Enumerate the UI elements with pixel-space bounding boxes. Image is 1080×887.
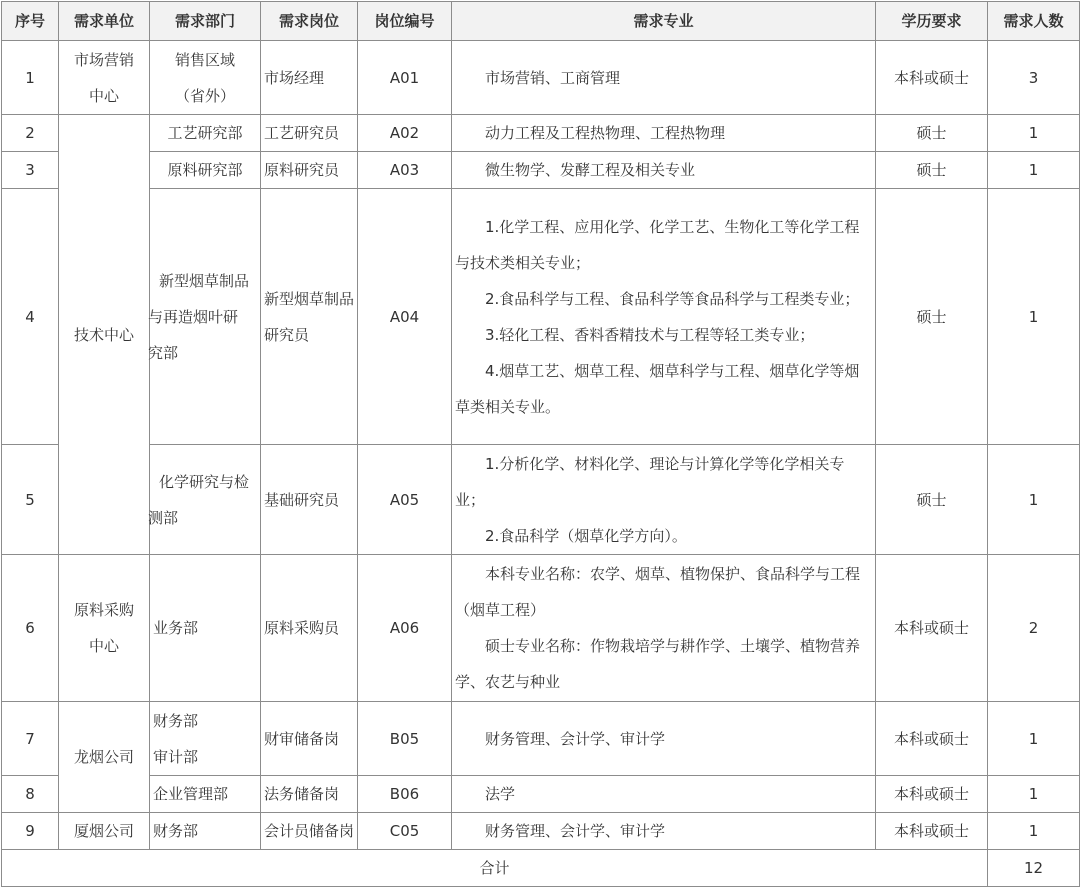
row-post: 原料采购员 — [261, 555, 358, 702]
row-edu: 硕士 — [876, 445, 988, 555]
row-major: 微生物学、发酵工程及相关专业 — [452, 152, 876, 189]
row-dept — [150, 445, 261, 555]
row-count: 1 — [988, 445, 1080, 555]
unit-line: 原料采购 — [73, 601, 134, 619]
row-code: B06 — [358, 776, 452, 813]
dept-line: 审计部 — [153, 747, 199, 766]
header-major: 需求专业 — [452, 2, 876, 41]
row-major — [452, 445, 876, 555]
major-line: 硕士专业名称：作物栽培学与耕作学、土壤学、植物营养学、农艺与种业 — [455, 637, 861, 691]
row-code: B05 — [358, 702, 452, 776]
row-edu: 本科或硕士 — [876, 813, 988, 850]
table-row — [2, 152, 1080, 189]
major-line: 本科专业名称：农学、烟草、植物保护、食品科学与工程（烟草工程） — [455, 565, 861, 619]
header-edu: 学历要求 — [876, 2, 988, 41]
header-code: 岗位编号 — [358, 2, 452, 41]
row-no: 1 — [2, 41, 59, 115]
row-count: 1 — [988, 189, 1080, 445]
table-row — [2, 813, 1080, 850]
row-dept — [150, 702, 261, 776]
dept-line: 新型烟草制品 — [159, 271, 250, 290]
table-row — [2, 555, 1080, 702]
row-post: 原料研究员 — [261, 152, 358, 189]
row-count: 1 — [988, 152, 1080, 189]
row-code: A04 — [358, 189, 452, 445]
row-no: 9 — [2, 813, 59, 850]
row-dept: 业务部 — [150, 555, 261, 702]
row-no: 2 — [2, 115, 59, 152]
row-code: A05 — [358, 445, 452, 555]
row-unit: 龙烟公司 — [59, 702, 150, 813]
table-row — [2, 445, 1080, 555]
row-no: 5 — [2, 445, 59, 555]
row-post — [261, 189, 358, 445]
row-unit — [59, 41, 150, 115]
major-line: 2.食品科学（烟草化学方向）。 — [485, 526, 687, 545]
row-code: A02 — [358, 115, 452, 152]
dept-line: 销售区域 — [174, 50, 235, 69]
row-count: 3 — [988, 41, 1080, 115]
row-post: 财审储备岗 — [261, 702, 358, 776]
row-code: A03 — [358, 152, 452, 189]
table-row — [2, 115, 1080, 152]
row-major: 法学 — [452, 776, 876, 813]
row-post: 工艺研究员 — [261, 115, 358, 152]
unit-line: 中心 — [88, 86, 119, 105]
major-line: 1.分析化学、材料化学、理论与计算化学等化学相关专业； — [455, 454, 845, 509]
table-row — [2, 41, 1080, 115]
row-no: 8 — [2, 776, 59, 813]
row-edu: 硕士 — [876, 115, 988, 152]
post-text: 新型烟草制品研究员 — [264, 289, 355, 344]
row-major: 市场营销、工商管理 — [452, 41, 876, 115]
table-header-row — [2, 2, 1080, 41]
major-line: 1.化学工程、应用化学、化学工艺、生物化工等化学工程与技术类相关专业； — [455, 217, 860, 272]
row-dept: 企业管理部 — [150, 776, 261, 813]
row-major — [452, 555, 876, 702]
row-edu: 本科或硕士 — [876, 41, 988, 115]
row-post: 法务储备岗 — [261, 776, 358, 813]
row-no: 7 — [2, 702, 59, 776]
total-row — [2, 850, 1080, 887]
row-no: 3 — [2, 152, 59, 189]
row-code: A01 — [358, 41, 452, 115]
dept-line: 测部 — [148, 508, 179, 527]
row-unit: 厦烟公司 — [59, 813, 150, 850]
header-post: 需求岗位 — [261, 2, 358, 41]
row-unit: 技术中心 — [59, 115, 150, 555]
table-row — [2, 702, 1080, 776]
total-count: 12 — [988, 850, 1080, 887]
row-no: 4 — [2, 189, 59, 445]
table-row — [2, 776, 1080, 813]
dept-line: 究部 — [148, 343, 179, 362]
row-unit — [59, 555, 150, 702]
row-no: 6 — [2, 555, 59, 702]
row-dept: 工艺研究部 — [150, 115, 261, 152]
row-count: 2 — [988, 555, 1080, 702]
row-edu: 本科或硕士 — [876, 776, 988, 813]
row-major: 动力工程及工程热物理、工程热物理 — [452, 115, 876, 152]
row-code: A06 — [358, 555, 452, 702]
major-line: 2.食品科学与工程、食品科学等食品科学与工程类专业； — [485, 289, 860, 308]
row-dept — [150, 41, 261, 115]
total-label: 合计 — [2, 850, 988, 887]
row-code: C05 — [358, 813, 452, 850]
header-dept: 需求部门 — [150, 2, 261, 41]
unit-line: 市场营销 — [73, 50, 134, 69]
major-line: 4.烟草工艺、烟草工程、烟草科学与工程、烟草化学等烟草类相关专业。 — [455, 361, 860, 416]
dept-line: 化学研究与检 — [159, 472, 250, 491]
header-unit: 需求单位 — [59, 2, 150, 41]
table-row — [2, 189, 1080, 445]
row-count: 1 — [988, 702, 1080, 776]
major-line: 3.轻化工程、香料香精技术与工程等轻工类专业； — [485, 325, 815, 344]
row-count: 1 — [988, 115, 1080, 152]
header-no: 序号 — [2, 2, 59, 41]
unit-line: 中心 — [88, 637, 119, 655]
row-dept — [150, 189, 261, 445]
header-count: 需求人数 — [988, 2, 1080, 41]
row-edu: 本科或硕士 — [876, 555, 988, 702]
row-dept: 原料研究部 — [150, 152, 261, 189]
row-edu: 本科或硕士 — [876, 702, 988, 776]
row-count: 1 — [988, 813, 1080, 850]
dept-line: （省外） — [174, 86, 235, 105]
dept-line: 与再造烟叶研 — [148, 307, 239, 326]
row-edu: 硕士 — [876, 152, 988, 189]
row-edu: 硕士 — [876, 189, 988, 445]
recruitment-table — [1, 1, 1080, 887]
row-dept: 财务部 — [150, 813, 261, 850]
row-major: 财务管理、会计学、审计学 — [452, 702, 876, 776]
row-major: 财务管理、会计学、审计学 — [452, 813, 876, 850]
row-post: 市场经理 — [261, 41, 358, 115]
row-post: 会计员储备岗 — [261, 813, 358, 850]
row-major — [452, 189, 876, 445]
row-post: 基础研究员 — [261, 445, 358, 555]
row-count: 1 — [988, 776, 1080, 813]
dept-line: 财务部 — [153, 711, 199, 730]
